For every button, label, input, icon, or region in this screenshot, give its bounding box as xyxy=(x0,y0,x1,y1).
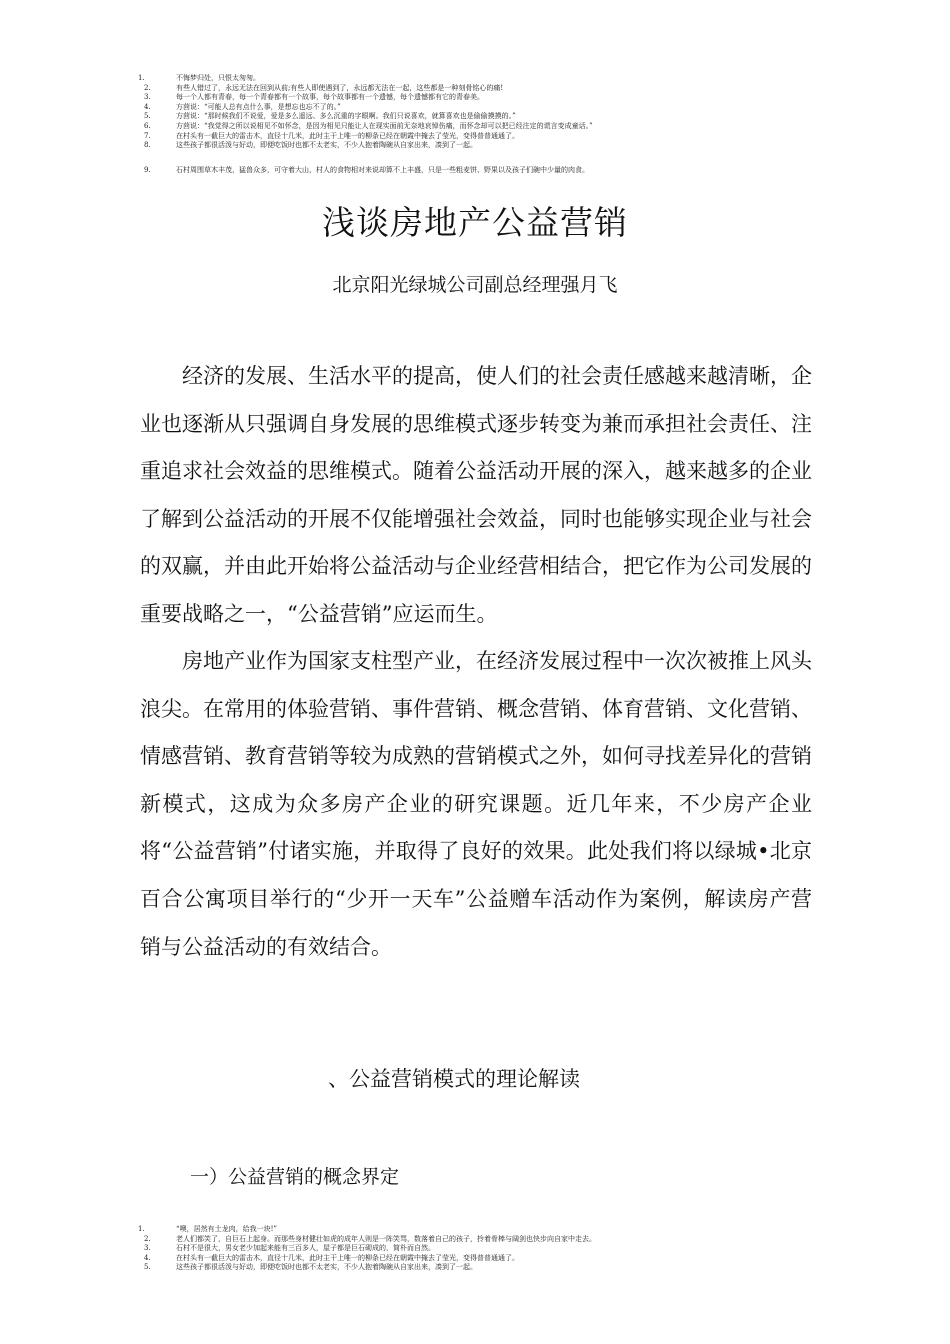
header-note-text: 方茴说：“那时候我们不说爱，爱是多么遥远、多么沉重的字眼啊。我们只说喜欢，就算喜欢也是偷偷摸摸的。” xyxy=(176,112,516,121)
header-note-item xyxy=(138,132,858,142)
header-note-item xyxy=(138,103,858,113)
footer-note-number: 3. xyxy=(144,1244,151,1253)
header-notes-list xyxy=(138,74,858,175)
footer-notes-list xyxy=(138,1225,858,1273)
footer-note-text: “噢，居然有土龙肉，给我一块!” xyxy=(176,1225,277,1233)
footer-note-text: 石村不是很大，男女老少加起来能有三百多人，屋子都是巨石砌成的，简朴而自然。 xyxy=(176,1244,435,1253)
section-heading: 、公益营销模式的理论解读 xyxy=(328,1067,580,1091)
header-note-text: 不悔梦归处，只恨太匆匆。 xyxy=(176,74,260,82)
header-note-item xyxy=(138,84,858,94)
subsection-heading: 一）公益营销的概念界定 xyxy=(190,1166,400,1188)
header-note-number: 8. xyxy=(144,141,151,150)
header-note-number: 1. xyxy=(138,74,145,82)
body-paragraph-2: 房地产业作为国家支柱型产业，在经济发展过程中一次次被推上风头浪尖。在常用的体验营销、事件营销、概念营销、体育营销、文化营销、情感营销、教育营销等较为成熟的营销模式之外，如何寻找差异化的营销新模式，这成为众多房产企业的研究课题。近几年来，不少房产企业将“公益营销”付诸实施，并取得了良好的效果。此处我们将以绿城•北京百合公寓项目举行的“少开一天车”公益赠车活动作为案例，解读房产营销与公益活动的有效结合。 xyxy=(140,649,812,959)
header-note-item xyxy=(138,74,858,84)
footer-note-item xyxy=(138,1225,858,1235)
header-note-text: 方茴说：“可能人总有点什么事，是想忘也忘不了的。” xyxy=(176,102,341,111)
header-note-number: 9. xyxy=(144,165,151,174)
footer-note-item xyxy=(138,1254,858,1264)
header-note-text: 每一个人都有青春，每一个青春都有一个故事，每个故事都有一个遗憾，每个遗憾都有它的青春美。 xyxy=(176,93,484,102)
header-note-text: 石村周围草木丰茂，猛兽众多，可守着大山，村人的食物相对来说却算不上丰盛，只是一些粗麦饼、野果以及孩子们碗中少量的肉食。 xyxy=(176,165,589,174)
footer-note-item xyxy=(138,1263,858,1273)
header-note-text: 这些孩子都很活泼与好动，即便吃饭时也都不太老实，不少人抱着陶碗从自家出来，凑到了一起。 xyxy=(176,141,477,150)
header-note-number: 4. xyxy=(144,102,151,111)
header-note-text: 在村头有一截巨大的雷击木，直径十几米，此时主干上唯一的柳条已经在朝霞中掩去了莹光，变得普普通通了。 xyxy=(176,131,519,140)
header-note-number: 5. xyxy=(144,112,151,121)
footer-note-number: 2. xyxy=(144,1234,151,1243)
header-note-item xyxy=(138,93,858,103)
footer-note-item xyxy=(138,1235,858,1245)
footer-note-item xyxy=(138,1244,858,1254)
body-paragraph-1: 经济的发展、生活水平的提高，使人们的社会责任感越来越清晰，企业也逐渐从只强调自身发展的思维模式逐步转变为兼而承担社会责任、注重追求社会效益的思维模式。随着公益活动开展的深入，越来越多的企业了解到公益活动的开展不仅能增强社会效益，同时也能够实现企业与社会的双赢，并由此开始将公益活动与企业经营相结合，把它作为公司发展的重要战略之一，“公益营销”应运而生。 xyxy=(140,364,812,626)
footer-note-text: 这些孩子都很活泼与好动，即便吃饭时也都不太老实，不少人抱着陶碗从自家出来，凑到了一起。 xyxy=(176,1263,477,1272)
footer-note-text: 在村头有一截巨大的雷击木，直径十几米，此时主干上唯一的柳条已经在朝霞中掩去了莹光，变得普普通通了。 xyxy=(176,1253,519,1262)
footer-note-number: 1. xyxy=(138,1225,145,1233)
header-note-item xyxy=(138,141,858,151)
header-note-number: 6. xyxy=(144,121,151,130)
footer-note-number: 4. xyxy=(144,1253,151,1262)
header-note-number: 3. xyxy=(144,93,151,102)
header-note-item xyxy=(138,122,858,132)
author-subtitle: 北京阳光绿城公司副总经理强月飞 xyxy=(332,274,618,296)
header-note-text: 方茴说：“我觉得之所以说相见不如怀念，是因为相见只能让人在现实面前无奈地哀悼伤痛，而怀念却可以把已经注定的谎言变成童话。” xyxy=(176,121,593,130)
header-note-number: 2. xyxy=(144,83,151,92)
footer-note-text: 老人们都笑了，自巨石上起身。而那些身材健壮如虎的成年人则是一阵笑骂，数落着自己的孩子，拎着骨棒与阔剑也快步向自家中走去。 xyxy=(176,1234,596,1243)
header-note-text: 有些人错过了，永远无法在回到从前;有些人即使遇到了，永远都无法在一起，这些都是一种刻骨铭心的痛! xyxy=(176,83,504,92)
header-note-item xyxy=(138,166,858,176)
header-note-item xyxy=(138,112,858,122)
footer-note-number: 5. xyxy=(144,1263,151,1272)
header-note-number: 7. xyxy=(144,131,151,140)
page-title: 浅谈房地产公益营销 xyxy=(322,203,628,242)
